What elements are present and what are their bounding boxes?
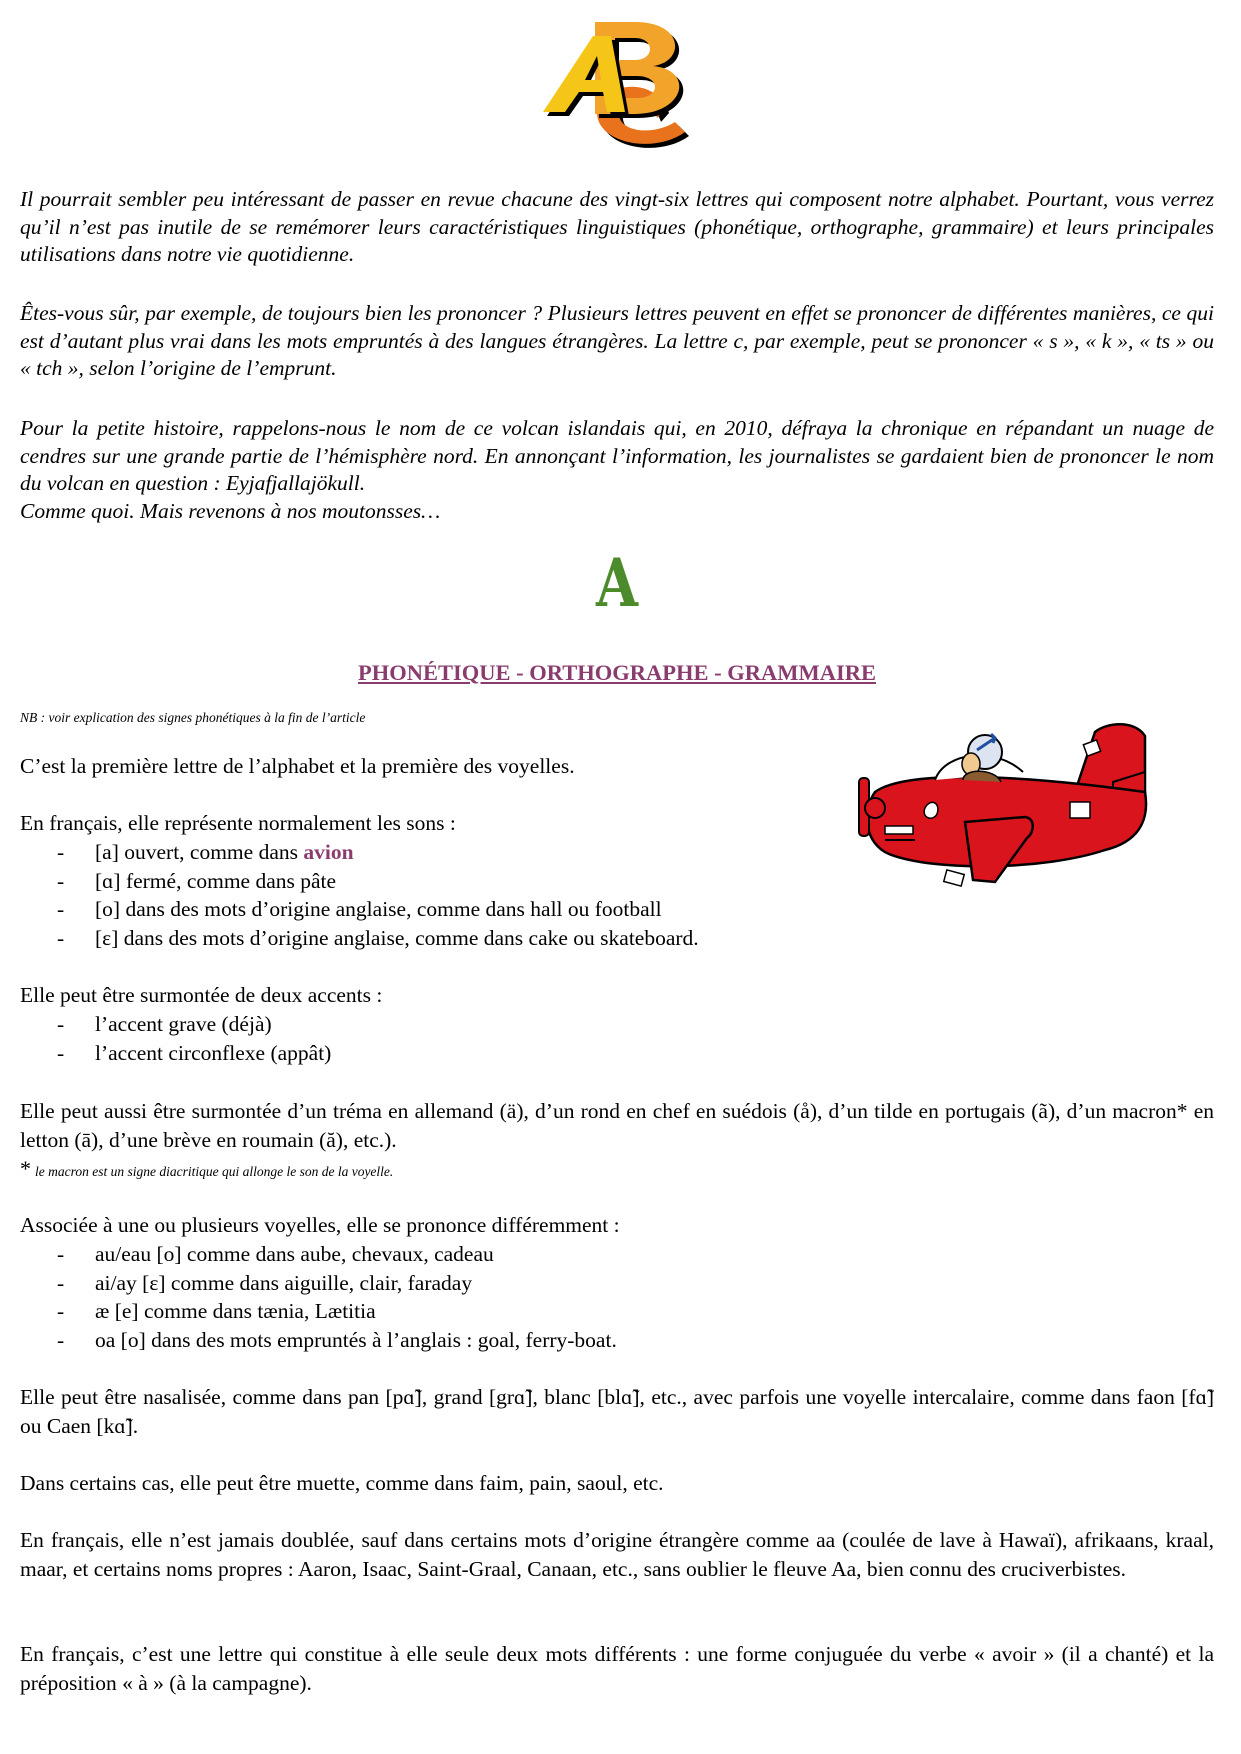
dash-marker: - [57,897,65,921]
dash-marker: - [57,1012,65,1036]
list-item: - l’accent grave (déjà) [20,1010,331,1039]
footnote [20,1156,393,1182]
dash-marker: - [57,868,65,893]
list-item: - ai/ay [ɛ] comme dans aiguille, clair, faraday [20,1269,617,1298]
list-item: - æ [e] comme dans tænia, Lætitia [20,1297,617,1326]
volcano-sentence: Pour la petite histoire, rappelons-nous le nom de ce volcan islandais qui, en 2010, défraya la chronique en répandant un nuage de cendres sur une grande partie de l’hémisphère nord. En annonçant l’information, les journalistes se gardaient bien de prononcer le nom du volcan en question : Eyjafjallajökull. [20,416,1214,495]
list-item: - oa [o] dans des mots empruntés à l’anglais : goal, ferry-boat. [20,1326,617,1355]
sounds-list [20,838,699,952]
closing-sentence: Comme quoi. Mais revenons à nos moutonsses… [20,498,441,523]
paragraph-trema: Elle peut aussi être surmontée d’un tréma en allemand (ä), d’un rond en chef en suédois (å), d’un tilde en portugais (ã), d’un macron* en letton (ā), d’une brève en roumain (ă), etc.). [20,1099,1214,1152]
footnote-star: * [20,1156,31,1181]
highlighted-word: avion [303,840,354,864]
list-item: - [o] dans des mots d’origine anglaise, comme dans hall ou football [20,895,699,924]
dash-marker: - [57,1327,65,1352]
intro-paragraph: Êtes-vous sûr, par exemple, de toujours bien les prononcer ? Plusieurs lettres peuvent en effet se prononcer de différentes manières, ce qui est d’autant plus vrai dans les mots empruntés à des langues étrangères. La lettre c, par exemple, peut se prononcer « s », « k », « ts » ou « tch », selon l’origine de l’emprunt. [20,301,1214,380]
section-title: PHONÉTIQUE - ORTHOGRAPHE - GRAMMAIRE [358,660,876,685]
accents-list [20,1010,331,1067]
paragraph-mots: En français, c’est une lettre qui constitue à elle seule deux mots différents : une forme conjuguée du verbe « avoir » (il a chanté) et la préposition « à » (à la campagne). [20,1642,1214,1695]
paragraph-sounds-intro: En français, elle représente normalement les sons : [20,811,456,835]
dash-marker: - [57,840,65,864]
dash-marker: - [57,1242,65,1266]
paragraph-muette: Dans certains cas, elle peut être muette, comme dans faim, pain, saoul, etc. [20,1471,664,1495]
nb-note: NB : voir explication des signes phonétiques à la fin de l’article [20,710,366,725]
paragraph-nasal: Elle peut être nasalisée, comme dans pan [pɑ̃], grand [grɑ̃], blanc [blɑ̃], etc., avec parfois une voyelle intercalaire, comme dans faon [fɑ̃] ou Caen [kɑ̃]. [20,1385,1214,1438]
intro-paragraph [20,415,1214,525]
logo-letter-a [543,36,629,116]
footnote-text: le macron est un signe diacritique qui allonge le son de la voyelle. [35,1164,394,1179]
list-item: - [a] ouvert, comme dans avion [20,838,699,867]
list-item: - [ɑ] fermé, comme dans pâte [20,867,699,896]
intro-paragraph: Il pourrait sembler peu intéressant de passer en revue chacune des vingt-six lettres qui composent notre alphabet. Pourtant, vous verrez qu’il n’est pas inutile de se remémorer leurs caractéristiques linguistiques (phonétique, orthographe, grammaire) et leurs principales utilisations dans notre vie quotidienne. [20,187,1214,266]
abc-logo [535,14,735,158]
dash-marker: - [57,1040,65,1065]
list-item: - au/eau [o] comme dans aube, chevaux, cadeau [20,1240,617,1269]
letter-heading: A [596,544,638,622]
paragraph-double: En français, elle n’est jamais doublée, sauf dans certains mots d’origine étrangère comme aa (coulée de lave à Hawaï), afrikaans, kraal, maar, et certains noms propres : Aaron, Isaac, Saint-Graal, Canaan, etc., sans oublier le fleuve Aa, bien connu des cruciverbistes. [20,1528,1214,1581]
dash-marker: - [57,1299,65,1323]
paragraph-assoc-intro: Associée à une ou plusieurs voyelles, elle se prononce différemment : [20,1213,620,1237]
assoc-list [20,1240,617,1354]
list-item: - [ɛ] dans des mots d’origine anglaise, comme dans cake ou skateboard. [20,924,699,953]
list-item: - l’accent circonflexe (appât) [20,1039,331,1068]
paragraph-accents-intro: Elle peut être surmontée de deux accents : [20,983,383,1007]
dash-marker: - [57,925,65,950]
dash-marker: - [57,1270,65,1295]
paragraph-first-letter: C’est la première lettre de l’alphabet et la première des voyelles. [20,754,575,778]
